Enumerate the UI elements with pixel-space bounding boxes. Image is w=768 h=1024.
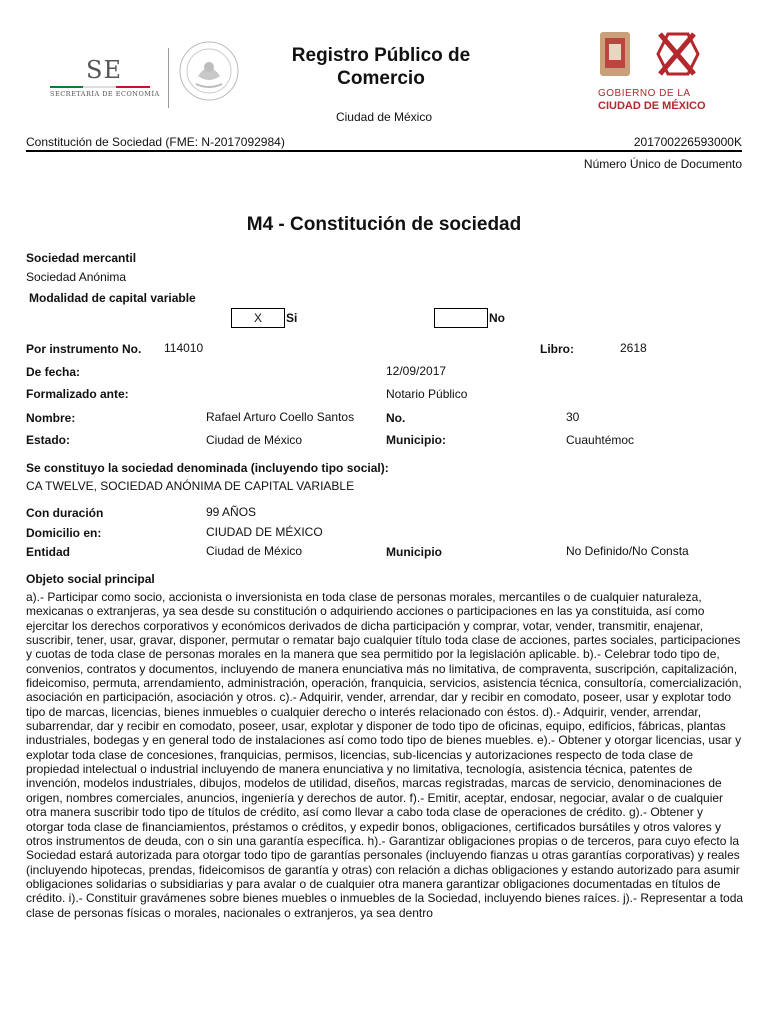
si-label: Si: [286, 311, 298, 325]
denominacion-label: Se constituyo la sociedad denominada (incluyendo tipo social):: [26, 461, 389, 475]
libro-label: Libro:: [540, 342, 574, 356]
domicilio-value: CIUDAD DE MÉXICO: [206, 525, 323, 539]
duracion-value: 99 AÑOS: [206, 505, 257, 519]
title-line-1: Registro Público de: [291, 45, 471, 66]
sociedad-value: Sociedad Anónima: [26, 270, 127, 284]
nombre-label: Nombre:: [26, 411, 76, 425]
formalizado-value: Notario Público: [386, 387, 468, 401]
notario-no-label: No.: [386, 411, 406, 425]
sociedad-label: Sociedad mercantil: [26, 251, 137, 265]
header-rule: [26, 150, 742, 152]
estado-label: Estado:: [26, 433, 71, 447]
duracion-label: Con duración: [26, 506, 104, 520]
entidad-value: Ciudad de México: [206, 544, 303, 558]
entidad-label: Entidad: [26, 545, 70, 559]
no-checkbox: [434, 308, 488, 328]
cdmx-logo-line-2: CIUDAD DE MÉXICO: [598, 100, 706, 112]
page-title: [270, 44, 492, 90]
doc-reference-row: [26, 135, 742, 149]
cdmx-logo-line-1: GOBIERNO DE LA: [598, 88, 691, 99]
instrumento-value: 114010: [164, 341, 204, 355]
fecha-value: 12/09/2017: [386, 364, 447, 378]
doc-reference-left: Constitución de Sociedad (FME: N-2017092984): [26, 135, 285, 149]
municipio2-label: Municipio: [386, 545, 442, 559]
objeto-paragraph: a).- Participar como socio, accionista o inversionista en toda clase de personas morales, mercantiles o de cualquier naturaleza, mexicanas o extranjeras, ya sea desde su constitución o adquiriendo acciones o participaciones en las ya constituida, así como ejercitar los derechos corporativos y económicos derivados de dicha participación y comprar, votar, vender, transmitir, enajenar, suscribir, tener, usar, gravar, disponer, permutar o rematar bajo cualquier título toda clase de acciones, partes sociales, participaciones y cuotas de toda clase de personas morales en la manera que sea permitido por la legislación aplicable. b).- Celebrar todo tipo de, convenios, contratos y documentos, incluyendo de manera enunciativa más no limitativa, de compraventa, suscripción, capitalización, fideicomiso, permuta, arrendamiento, administración, operación, franquicia, servicios, asistencia técnica, consultoría, comercialización, asociación en participación, asociación y otros. c).- Adquirir, vender, arrendar, dar y recibir en comodato, poseer, usar y explotar todo tipo de marcas, licencias, bienes inmuebles o cualquier derecho o interés relacionado con éstos. d).- Adquirir, vender, arrendar, subarrendar, dar y recibir en comodato, poseer, usar, explotar y disponer de todo tipo de oficinas, equipo, edificios, fábricas, plantas industriales, bodegas y en general todo de instalaciones así como todo tipo de bienes muebles. e).- Obtener y otorgar licencias, usar y explotar toda clase de concesiones, franquicias, permisos, licencias, sub-licencias y autorizaciones respecto de toda clase de propiedad intelectual o industrial incluyendo de manera enunciativa y no limitativa, tecnología, asistencia técnica, patentes de invención, modelos industriales, dibujos, modelos de utilidad, diseños, marcas registradas, marcas de servicio, denominaciones de origen, nombres comerciales, anuncios, ingeniería y derechos de autor. f).- Emitir, aceptar, endosar, negociar, avalar o de cualquier otra manera suscribir todo tipo de títulos de crédito, así como llevar a cabo toda clase de operaciones de crédito. g).- Obtener y otorgar toda clase de financiamientos, préstamos o créditos, y expedir bonos, obligaciones, certificados bursátiles y otros valores y otros instrumentos de deuda, con o sin una garantía específica. h).- Garantizar obligaciones propias o de terceros, para cuyo efecto la Sociedad estará autorizada para otorgar todo tipo de garantías personales (incluyendo fianzas u otras garantías corporativas) y reales (incluyendo hipotecas, prendas, fideicomisos de garantía y otras) con relación a dichas obligaciones y estando autorizado para asumir obligaciones solidarias o subsidiarias y para avalar o de cualquier otra manera garantizar obligaciones documentadas en títulos de crédito. i).- Constituir gravámenes sobre bienes muebles o inmuebles de la Sociedad, incluyendo bienes raíces. j).- Representar a toda clase de personas físicas o morales, nacionales o extranjeros, ya sea dentro: [26, 590, 744, 920]
no-label: No: [489, 311, 505, 325]
si-checkbox: X: [231, 308, 285, 328]
estado-value: Ciudad de México: [206, 433, 303, 447]
formalizado-label: Formalizado ante:: [26, 387, 129, 401]
instrumento-label: Por instrumento No.: [26, 342, 142, 356]
nud-label: Número Único de Documento: [583, 157, 742, 171]
modalidad-label: Modalidad de capital variable: [29, 291, 196, 305]
cdmx-emblem-icon: [598, 28, 744, 86]
title-line-2: Comercio: [337, 68, 425, 89]
cdmx-logo: [598, 28, 744, 118]
municipio-label: Municipio:: [386, 433, 446, 447]
tricolor-bar: [50, 86, 150, 88]
nombre-value: Rafael Arturo Coello Santos: [206, 410, 355, 424]
libro-value: 2618: [620, 341, 647, 355]
logo-divider: [168, 48, 169, 108]
form-heading: M4 - Constitución de sociedad: [246, 214, 522, 235]
header-city: Ciudad de México: [335, 110, 433, 124]
denominacion-value: CA TWELVE, SOCIEDAD ANÓNIMA DE CAPITAL VARIABLE: [26, 479, 355, 493]
doc-reference-number: 201700226593000K: [633, 135, 742, 149]
coat-of-arms-seal-icon: [178, 40, 240, 102]
municipio2-value: No Definido/No Consta: [566, 544, 689, 558]
fecha-label: De fecha:: [26, 365, 81, 379]
municipio-value: Cuauhtémoc: [566, 433, 635, 447]
notario-no-value: 30: [566, 410, 580, 424]
objeto-label: Objeto social principal: [26, 572, 155, 586]
domicilio-label: Domicilio en:: [26, 526, 102, 540]
objeto-text: [26, 590, 744, 920]
se-logo-text: SE: [86, 56, 122, 84]
se-logo-subtitle: SECRETARÍA DE ECONOMÍA: [50, 90, 160, 98]
se-logo: [50, 56, 160, 98]
